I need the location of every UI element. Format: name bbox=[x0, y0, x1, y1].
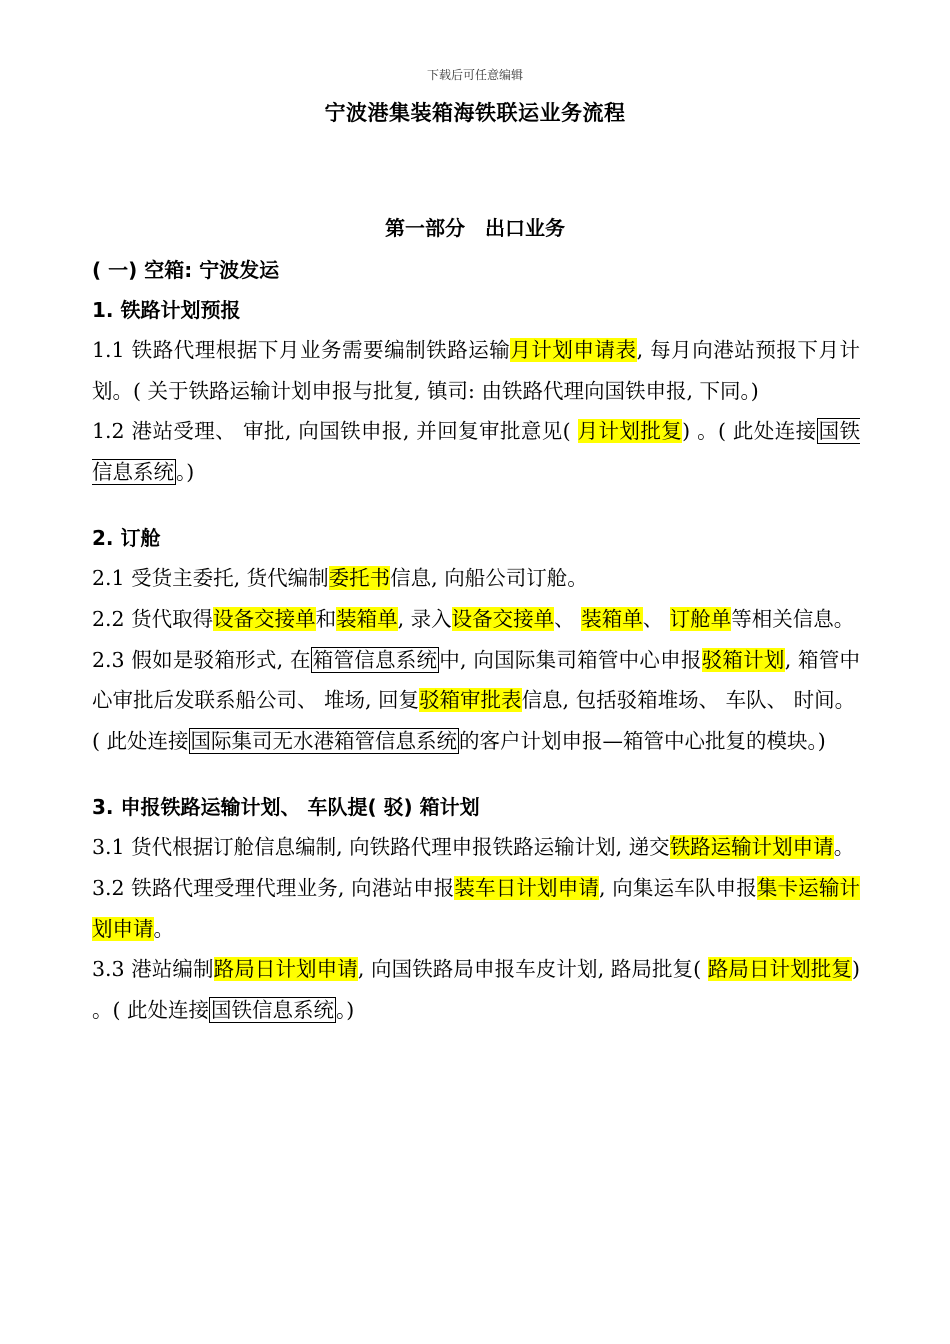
paragraph-3-1: 3.1 货代根据订舱信息编制, 向铁路代理申报铁路运输计划, 递交铁路运输计划申请。 bbox=[92, 835, 855, 860]
highlight-term: 装箱单 bbox=[581, 606, 643, 631]
section-heading: ( 一) 空箱: 宁波发运 bbox=[92, 258, 280, 282]
highlight-term: 铁路运输计划申请 bbox=[669, 835, 834, 860]
paragraph-2-note: ( 此处连接国际集司无水港箱管信息系统的客户计划申报—箱管中心批复的模块。) bbox=[92, 728, 826, 753]
system-reference: 箱管信息系统 bbox=[312, 647, 438, 672]
highlight-term: 装箱单 bbox=[336, 606, 398, 631]
part-title: 第一部分 出口业务 bbox=[385, 216, 565, 240]
highlight-term: 订舱单 bbox=[669, 606, 732, 631]
spacer bbox=[92, 761, 860, 787]
highlight-term: 设备交接单 bbox=[213, 606, 316, 631]
header-note: 下载后可任意编辑 bbox=[426, 68, 523, 82]
spacer bbox=[92, 492, 860, 518]
paragraph-2-2: 2.2 货代取得设备交接单和装箱单, 录入设备交接单、 装箱单、 订舱单等相关信息。 bbox=[92, 606, 855, 631]
paragraph-1-1: 1.1 铁路代理根据下月业务需要编制铁路运输月计划申请表, 每月向港站预报下月计划。( 关于铁路运输计划申报与批复, 镇司: 由铁路代理向国铁申报, 下同。) bbox=[92, 338, 860, 403]
highlight-term: 装车日计划申请 bbox=[454, 875, 600, 900]
step-3-heading: 3. 申报铁路运输计划、 车队提( 驳) 箱计划 bbox=[92, 795, 480, 820]
highlight-term: 驳箱计划 bbox=[701, 647, 785, 672]
highlight-term: 路局日计划申请 bbox=[213, 957, 358, 982]
paragraph-3-3: 3.3 港站编制路局日计划申请, 向国铁路局申报车皮计划, 路局批复( 路局日计划批复) 。( 此处连接国铁信息系统。) bbox=[92, 957, 860, 1022]
system-reference: 国铁信息系统 bbox=[211, 997, 335, 1022]
paragraph-1-2: 1.2 港站受理、 审批, 向国铁申报, 并回复审批意见( 月计划批复) 。( 此处连接国铁信息系统。) bbox=[92, 419, 861, 484]
paragraph-2-3: 2.3 假如是驳箱形式, 在箱管信息系统中, 向国际集司箱管中心申报驳箱计划, 箱管中心审批后发联系船公司、 堆场, 回复驳箱审批表信息, 包括驳箱堆场、 车队、 时间。 bbox=[92, 647, 860, 713]
paragraph-2-1: 2.1 受货主委托, 货代编制委托书信息, 向船公司订舱。 bbox=[92, 566, 588, 591]
highlight-term: 驳箱审批表 bbox=[419, 688, 522, 713]
highlight-term: 月计划批复 bbox=[577, 419, 683, 444]
highlight-term: 设备交接单 bbox=[451, 606, 555, 631]
step-1-heading: 1. 铁路计划预报 bbox=[92, 298, 241, 322]
system-reference: 国铁信息系统 bbox=[92, 419, 861, 484]
system-reference: 国际集司无水港箱管信息系统 bbox=[190, 728, 458, 753]
highlight-term: 集卡运输计划申请 bbox=[92, 875, 861, 941]
highlight-term: 月计划申请表 bbox=[510, 338, 637, 362]
step-2-heading: 2. 订舱 bbox=[92, 526, 161, 551]
document-body bbox=[92, 250, 860, 1030]
paragraph-3-2: 3.2 铁路代理受理代理业务, 向港站申报装车日计划申请, 向集运车队申报集卡运输计划申请。 bbox=[92, 875, 861, 941]
document-title: 宁波港集装箱海铁联运业务流程 bbox=[324, 101, 626, 125]
highlight-term: 路局日计划批复 bbox=[707, 957, 852, 982]
highlight-term: 委托书 bbox=[328, 566, 391, 591]
